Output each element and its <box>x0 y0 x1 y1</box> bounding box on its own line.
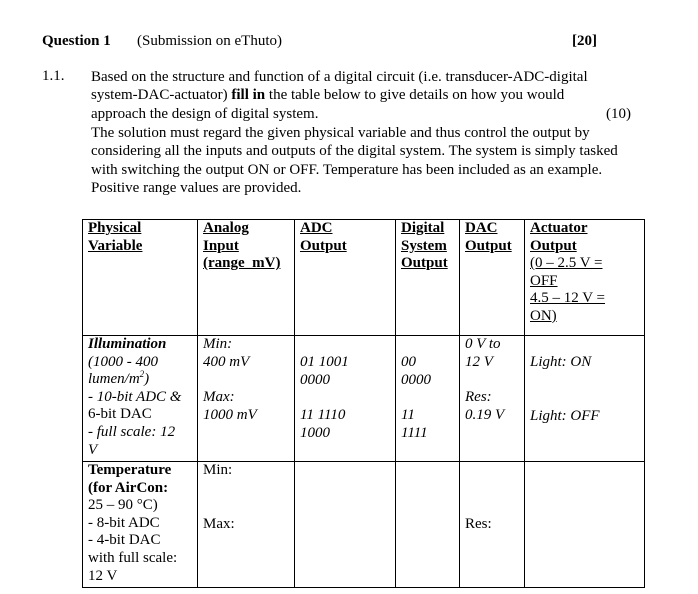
item-number: 1.1. <box>42 68 65 84</box>
table-row-illumination <box>83 336 645 462</box>
header-analog-input: Analog Input (range_mV) <box>198 220 295 336</box>
cell-temperature-adc <box>295 462 396 588</box>
header-dac-output: DAC Output <box>460 220 525 336</box>
cell-temperature-dac: Res: <box>460 462 525 588</box>
cell-temperature-actuator <box>525 462 645 588</box>
instruction-line-1: Based on the structure and function of a digital circuit (i.e. transducer-ADC-digital <box>91 69 588 85</box>
cell-temperature-analog: Min: Max: <box>198 462 295 588</box>
table-row-temperature <box>83 462 645 588</box>
fill-in-emphasis: fill in <box>231 87 266 104</box>
table-header-row <box>83 220 645 336</box>
cell-illumination-digital: 00 0000 11 1111 <box>396 336 460 462</box>
header-physical-variable: Physical Variable <box>83 220 198 336</box>
question-title: Question 1 <box>42 33 111 49</box>
cell-illumination-adc: 01 1001 0000 11 1110 1000 <box>295 336 396 462</box>
question-marks: [20] <box>572 33 597 49</box>
instruction-line-2: system-DAC-actuator) fill in the table below to give details on how you would <box>91 87 565 104</box>
cell-temperature-variable: Temperature (for AirCon: 25 – 90 °C) - 8-bit ADC - 4-bit DAC with full scale: 12 V <box>83 462 198 588</box>
header-digital-system-output: Digital System Output <box>396 220 460 336</box>
instruction-paragraph <box>91 68 631 123</box>
solution-paragraph: The solution must regard the given physical variable and thus control the output by considering all the inputs and outputs of the digital system. The system is simply tasked with switching the output ON or OFF. Temperature has been included as an example. Positive range values are provided. <box>91 125 618 196</box>
cell-illumination-variable: Illumination (1000 - 400 lumen/$m^2$) - 10-bit ADC & 6-bit DAC - full scale: 12 V <box>83 336 198 462</box>
submission-note: (Submission on eThuto) <box>137 33 282 49</box>
header-actuator-output: Actuator Output (0 – 2.5 V = OFF 4.5 – 12 V = ON) <box>525 220 645 336</box>
cell-illumination-dac: 0 V to 12 V Res: 0.19 V <box>460 336 525 462</box>
header-adc-output: ADC Output <box>295 220 396 336</box>
design-table <box>82 219 645 588</box>
instruction-line-3: approach the design of digital system. (10) <box>91 105 631 122</box>
item-marks: (10) <box>606 105 631 122</box>
cell-temperature-digital <box>396 462 460 588</box>
cell-illumination-actuator: Light: ON Light: OFF <box>525 336 645 462</box>
cell-illumination-analog: Min: 400 mV Max: 1000 mV <box>198 336 295 462</box>
